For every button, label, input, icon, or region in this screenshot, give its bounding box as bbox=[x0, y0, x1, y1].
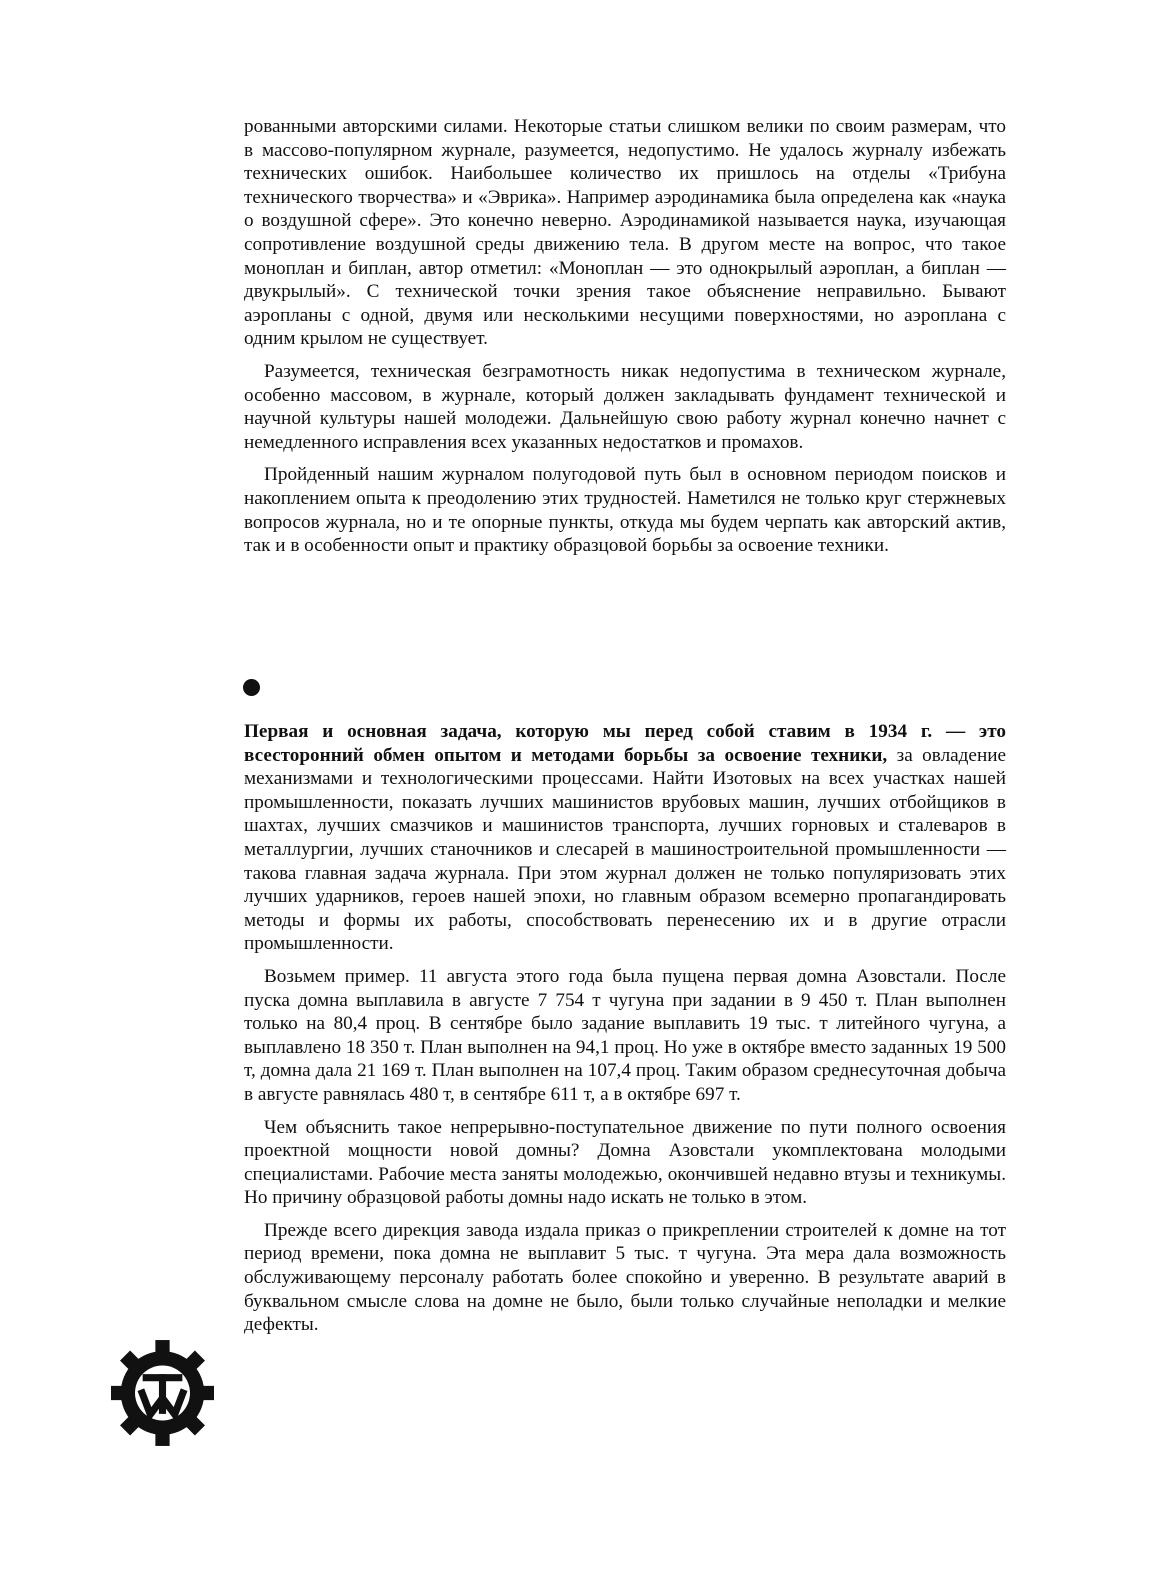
paragraph-2: Разумеется, техническая безграмотность никак недопустима в техническом журнале, особенно массовом, в журнале, который должен закладывать фундамент технической и научной культуры нашей молодежи. Дальнейшую свою работу журнал конечно начнет с немедленного исправления всех указанных недостатков и промахов. bbox=[244, 360, 1006, 453]
gear-tw-logo-icon bbox=[111, 1337, 214, 1449]
paragraph-1: рованными авторскими силами. Некоторые статьи слишком велики по своим размерам, что в массово-популярном журнале, разумеется, недопустимо. Не удалось журналу избежать технических ошибок. Наибольшее количество их пришлось на отделы «Трибуна технического творчества» и «Эврика». Например аэродинамика была определена как «наука о воздушной сфере». Это конечно неверно. Аэродинамикой называется наука, изучающая сопротивление воздушной среды движению тела. В другом месте на вопрос, что такое моноплан и биплан, автор отметил: «Моноплан — это однокрылый аэроплан, а биплан — двукрылый». С технической точки зрения такое объяснение неправильно. Бывают аэропланы с одной, двумя или несколькими несущими поверхностями, но аэроплана с одним крылом не существует. bbox=[244, 116, 1006, 350]
paragraph-7: Прежде всего дирекция завода издала приказ о прикреплении строителей к домне на тот период времени, пока домна не выплавит 5 тыс. т чугуна. Эта мера дала возможность обслуживающему персоналу работать более спокойно и уверенно. В результате аварий в буквальном смысле слова на домне не было, были только случайные неполадки и мелкие дефекты. bbox=[244, 1219, 1006, 1336]
paragraph-3: Пройденный нашим журналом полугодовой путь был в основном периодом поисков и накоплением опыта к преодолению этих трудностей. Наметился не только круг стержневых вопросов журнала, но и те опорные пункты, откуда мы будем черпать как авторский актив, так и в особенности опыт и практику образцовой борьбы за освоение техники. bbox=[244, 464, 1006, 557]
paragraph-6: Чем объяснить такое непрерывно-поступательное движение по пути полного освоения проектной мощности новой домны? Домна Азовстали укомплектована молодыми специалистами. Рабочие места заняты молодежью, окончившей недавно втузы и техникумы. Но причину образцовой работы домны надо искать не только в этом. bbox=[244, 1116, 1006, 1209]
section2-lead-paragraph bbox=[244, 720, 1006, 956]
paragraph-5: Возьмем пример. 11 августа этого года была пущена первая домна Азовстали. После пуска домна выплавила в августе 7 754 т чугуна при задании в 9 450 т. План выполнен только на 80,4 проц. В сентябре было задание выплавить 19 тыс. т литейного чугуна, а выплавлено 18 350 т. План выполнен на 94,1 проц. Но уже в октябре вместо заданных 19 500 т, домна дала 21 169 т. План выполнен на 107,4 проц. Таким образом среднесуточная добыча в августе равнялась 480 т, в сентябре 611 т, а в октябре 697 т. bbox=[244, 965, 1006, 1105]
intro-text-block bbox=[244, 115, 1006, 567]
section2-lead-rest: за овладение механизмами и технологическими процессами. Найти Изотовых на всех участках нашей промышленности, показать лучших машинистов врубовых машин, лучших отбойщиков в шахтах, лучших смазчиков и машинистов транспорта, лучших горновых и сталеваров в металлургии, лучших станочников и слесарей в машиностроительной промышленности — такова главная задача журнала. При этом журнал должен не только популяризовать этих лучших ударников, героев нашей эпохи, но главным образом всемерно пропагандировать методы и формы их работы, способствовать перенесению их и в другие отрасли промышленности. bbox=[244, 744, 1006, 955]
section2-text-block bbox=[244, 720, 1006, 1346]
bullet-dot-icon bbox=[243, 679, 260, 696]
section2-lead-bold: Первая и основная задача, которую мы перед собой ставим в 1934 г. — это всесторонний обмен опытом и методами борьбы за освоение техники, bbox=[244, 721, 1006, 766]
